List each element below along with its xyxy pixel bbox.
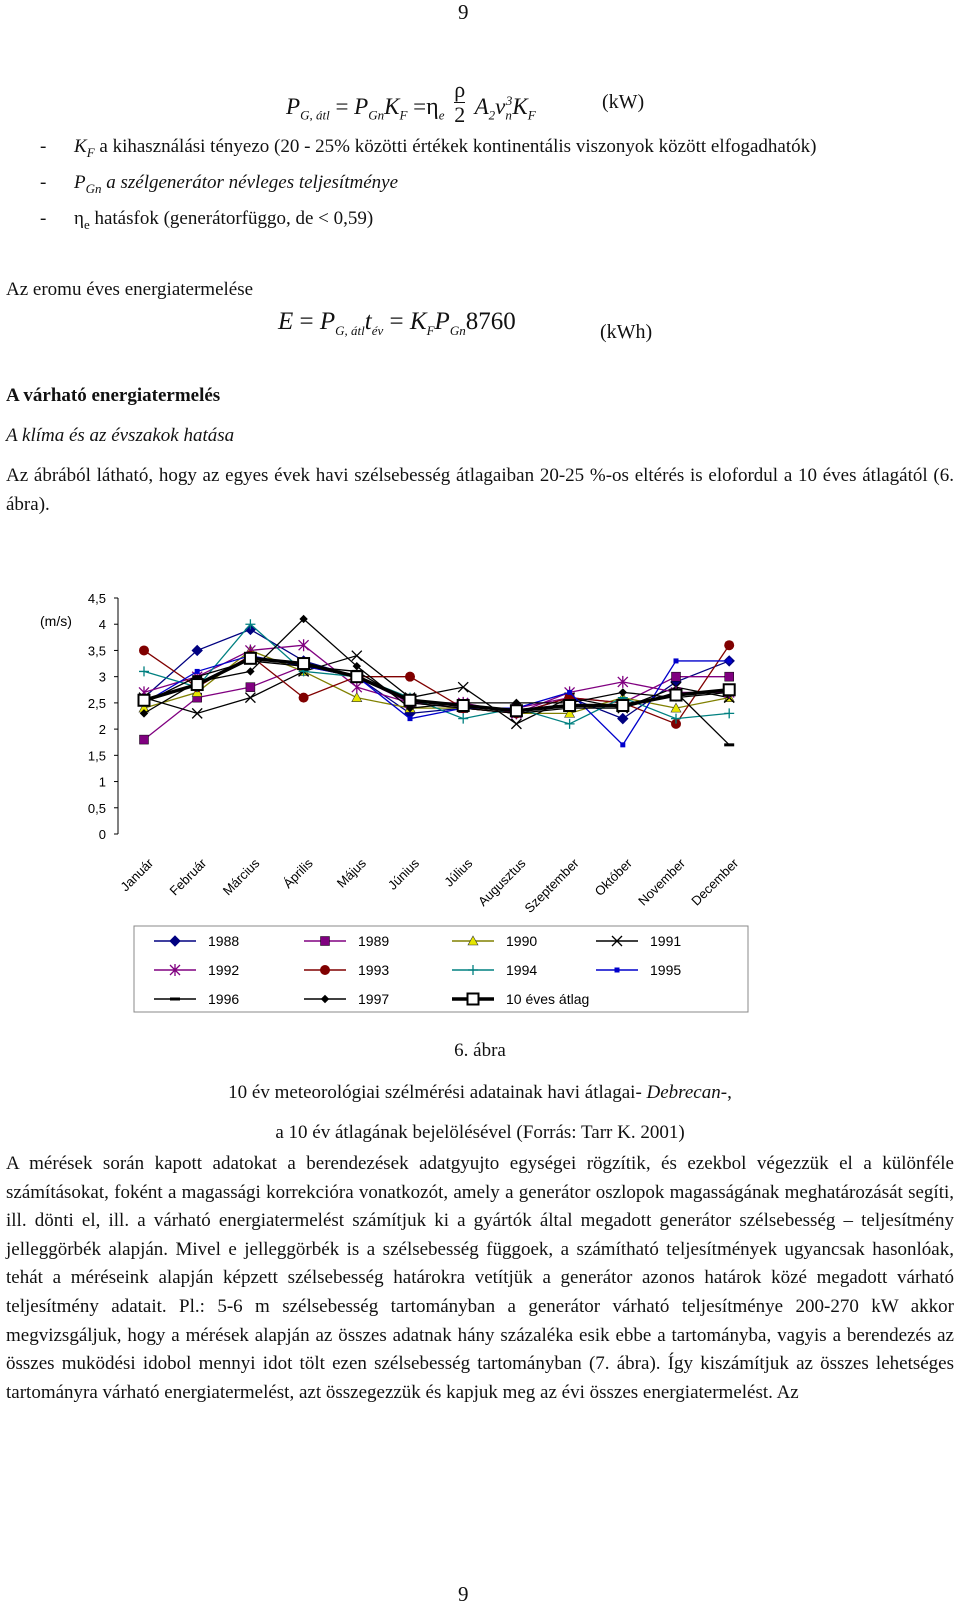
- legend-label: 10 éves átlag: [506, 991, 590, 1007]
- legend-label: 1997: [358, 991, 390, 1007]
- series-line: [144, 645, 729, 724]
- x-tick-label: Január: [117, 855, 157, 895]
- y-tick-label: 3: [98, 669, 106, 685]
- legend-label: 1995: [650, 962, 682, 978]
- formula1-unit: (kW): [602, 91, 645, 113]
- x-tick-label: November: [635, 855, 689, 909]
- symbol-pgn: $P_{Gn}$: [74, 171, 102, 196]
- series-line: [144, 624, 729, 724]
- wind-speed-chart: [0, 580, 960, 1020]
- figure-label: 6. ábra: [454, 1040, 506, 1061]
- legend-label: 1988: [208, 933, 240, 949]
- data-point: [246, 683, 255, 692]
- y-tick-label: 4: [98, 617, 106, 633]
- body-paragraph: A mérések során kapott adatokat a berendezések adatgyujto egységei rögzítik, és ezekbol végezzük el a különféle számításokat, foként a magassági korrekcióra vonatkozót, amely a generátor oszlopok magasságának meghatározását segíti, ill. dönti el, ill. a várható energiatermelést számítjuk ki a gyártók által megadott generátor szélsebesség – teljesítmény jelleggörbék alapján. Mivel e jelleggörbék is a szélsebesség függoek, a számítható teljesítmények ugyancsak hasonlóak, tehát a méréseink alapján képzett szélsebesség határokra vetítjük a generátor azonos határok közé megadott várható teljesítmény adatait. Pl.: 5-6 m szélsebesség tartományban a generátor várható teljesítménye 200-270 kW akkor megvizsgáljuk, hogy a mérések alapján az összes adatnak hány százaléka esik ebbe a tartományba, vagyis a berendezés az összes muködési idobol mennyi idot tölt ezen szélsebesség tartományban (7. ábra). Így kiszámítjuk az összes lehetséges tartományra várható energiatermelést, azt összegezzük és kapjuk meg az évi összes energiatermelést. Az: [6, 1153, 954, 1403]
- annual-energy-line: Az eromu éves energiatermelése: [6, 279, 254, 300]
- x-tick-label: Március: [219, 855, 263, 899]
- formula-annual-energy: $E = P_{G, átl}t_{év} = K_FP_{Gn}8760$: [278, 308, 516, 338]
- data-point: [321, 937, 330, 946]
- symbol-eta: $\eta_e$: [74, 207, 90, 232]
- data-point: [468, 994, 479, 1005]
- city-name: Debrecan-: [646, 1082, 728, 1103]
- data-point: [727, 658, 732, 663]
- data-point: [408, 716, 413, 721]
- data-point: [299, 693, 309, 703]
- legend-label: 1989: [358, 933, 390, 949]
- data-point: [351, 671, 362, 682]
- half-denominator: 2: [454, 102, 466, 127]
- data-point: [619, 689, 626, 696]
- data-point: [170, 998, 180, 1001]
- page-number-top: 9: [458, 0, 469, 24]
- legend-label: 1991: [650, 933, 682, 949]
- y-tick-label: 1,5: [87, 748, 106, 764]
- x-tick-label: Június: [384, 855, 423, 893]
- data-point: [618, 676, 628, 688]
- x-tick-label: Október: [591, 855, 635, 899]
- data-point: [564, 700, 575, 711]
- bullet-dash: -: [40, 136, 47, 157]
- legend-label: 1992: [208, 962, 240, 978]
- data-point: [140, 735, 149, 744]
- data-point: [671, 690, 682, 701]
- data-point: [352, 651, 362, 661]
- bullet-kf: [40, 132, 920, 168]
- data-point: [195, 669, 200, 674]
- data-point: [405, 672, 415, 682]
- bullet-pgn-text: a szélgenerátor névleges teljesítménye: [106, 171, 399, 193]
- data-point: [724, 708, 734, 718]
- data-point: [724, 640, 734, 650]
- data-point: [565, 719, 575, 729]
- data-point: [139, 666, 149, 676]
- y-tick-label: 0,5: [87, 800, 106, 816]
- x-tick-label: Február: [166, 855, 210, 899]
- bullet-kf-text: a kihasználási tényezo (20 - 25% közötti értékek kontinentális viszonyok között elfogadhatók): [99, 136, 817, 157]
- y-tick-label: 2: [98, 722, 106, 738]
- data-point: [618, 714, 628, 724]
- chart-series: [139, 615, 735, 747]
- data-point: [617, 700, 628, 711]
- y-tick-label: 0: [98, 827, 106, 842]
- data-point: [511, 705, 522, 716]
- data-point: [245, 653, 256, 664]
- formula2-unit: (kWh): [600, 321, 653, 343]
- legend-label: 1990: [506, 933, 538, 949]
- data-point: [511, 719, 521, 729]
- formula-average-power: $P_{G, átl} = P_{Gn}K_F =\eta_e$ $\frac{\rho}{2}$ $A_2v_n^3K_F$: [286, 77, 536, 127]
- rho-symbol: ρ: [454, 77, 466, 102]
- x-tick-label: December: [688, 855, 742, 909]
- data-point: [567, 690, 572, 695]
- data-point: [620, 742, 625, 747]
- subsection-heading: A klíma és az évszakok hatása: [6, 425, 235, 446]
- y-axis-label: (m/s): [40, 613, 72, 630]
- chart-axes: [40, 591, 742, 916]
- data-point: [674, 658, 679, 663]
- page-number-bottom: 9: [458, 1582, 469, 1606]
- x-tick-label: Július: [441, 855, 476, 890]
- data-point: [405, 695, 416, 706]
- data-point: [458, 682, 468, 692]
- legend-label: 1996: [208, 991, 240, 1007]
- x-tick-label: Szeptember: [521, 855, 582, 916]
- x-tick-label: Augusztus: [474, 855, 529, 910]
- x-tick-label: Május: [333, 855, 369, 891]
- data-point: [725, 672, 734, 681]
- x-tick-label: Április: [280, 855, 316, 892]
- data-point: [672, 672, 681, 681]
- data-point: [139, 645, 149, 655]
- data-point: [615, 968, 620, 973]
- figure-caption-line2: a 10 év átlagának bejelölésével (Forrás: Tarr K. 2001): [275, 1122, 685, 1143]
- series-1993: [139, 640, 734, 729]
- y-tick-label: 1: [98, 774, 106, 790]
- data-point: [458, 700, 469, 711]
- data-point: [320, 965, 330, 975]
- data-point: [458, 714, 468, 724]
- data-point: [139, 695, 150, 706]
- intro-paragraph: Az ábrából látható, hogy az egyes évek havi szélsebesség átlagaiban 20-25 %-os eltérés is elofordul a 10 éves átlagától (6. ábra).: [6, 465, 954, 515]
- bullet-dash: -: [40, 171, 47, 193]
- bullet-eta-text: hatásfok (generátorfüggo, de < 0,59): [94, 207, 374, 229]
- data-point: [298, 658, 309, 669]
- legend-label: 1993: [358, 962, 390, 978]
- figure-caption-line1: 10 év meteorológiai szélmérési adatainak havi átlagai- Debrecan-,: [228, 1082, 732, 1103]
- y-tick-label: 4,5: [87, 591, 106, 606]
- bullet-eta: [40, 204, 920, 240]
- data-point: [192, 679, 203, 690]
- data-point: [724, 743, 734, 746]
- legend-item: [452, 991, 589, 1007]
- hours-constant: 8760: [465, 308, 516, 335]
- data-point: [192, 708, 202, 718]
- bullet-pgn: [40, 168, 920, 204]
- symbol-kf: $K_F$: [74, 136, 95, 160]
- y-tick-label: 2,5: [87, 695, 106, 711]
- data-point: [724, 684, 735, 695]
- section-heading: A várható energiatermelés: [6, 385, 221, 406]
- series-1994: [139, 619, 734, 729]
- bullet-dash: -: [40, 207, 47, 229]
- data-point: [352, 693, 362, 702]
- legend-label: 1994: [506, 962, 538, 978]
- y-tick-label: 3,5: [87, 643, 106, 659]
- chart-legend: [134, 926, 748, 1012]
- bullet-list: [40, 132, 920, 239]
- data-point: [245, 693, 255, 703]
